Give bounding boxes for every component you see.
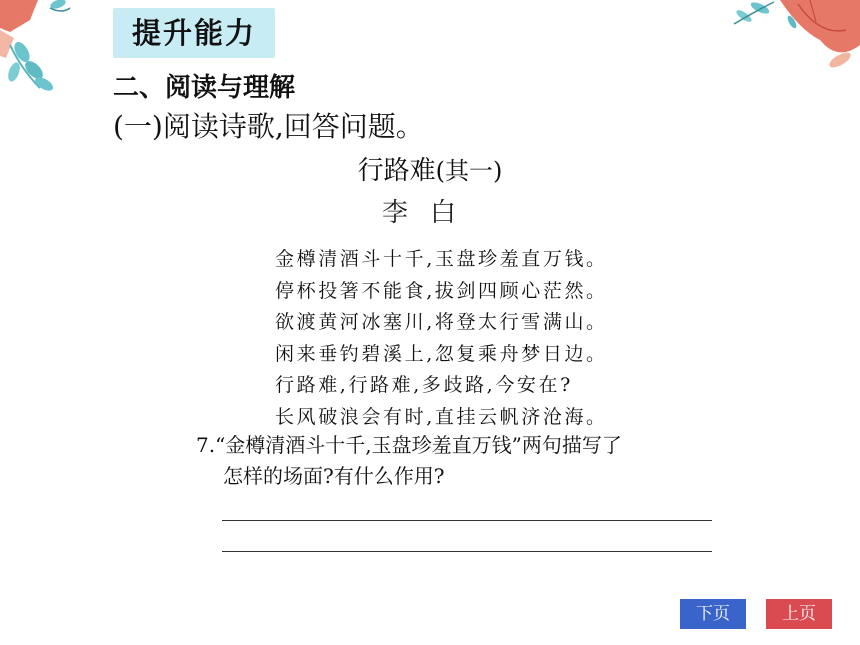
next-page-button[interactable]: 下页 — [680, 599, 746, 629]
answer-line[interactable] — [222, 551, 712, 552]
question-7 — [196, 430, 622, 492]
prev-page-button[interactable]: 上页 — [766, 599, 832, 629]
poem-line: 停杯投箸不能食,拔剑四顾心茫然。 — [275, 279, 608, 302]
poem-line: 闲来垂钓碧溪上,忽复乘舟梦日边。 — [275, 342, 608, 365]
poem-body — [275, 244, 608, 433]
sub-heading: (一)阅读诗歌,回答问题。 — [113, 110, 424, 143]
question-line-2: 怎样的场面?有什么作用? — [223, 464, 445, 488]
poem-line: 金樽清酒斗十千,玉盘珍羞直万钱。 — [275, 248, 608, 270]
answer-line[interactable] — [222, 520, 712, 521]
poem-title-sub: (其一) — [435, 157, 503, 185]
poem-title — [0, 150, 860, 187]
poem-line: 欲渡黄河冰塞川,将登太行雪满山。 — [275, 311, 608, 333]
floral-decoration-right — [720, 0, 860, 80]
poem-title-main: 行路难 — [357, 156, 436, 186]
poem-line: 长风破浪会有时,直挂云帆济沧海。 — [275, 405, 608, 428]
section-heading: 二、阅读与理解 — [113, 73, 296, 103]
question-line-1: 7.“金樽清酒斗十千,玉盘珍羞直万钱”两句描写了 — [196, 433, 622, 457]
poem-line: 行路难,行路难,多歧路,今安在? — [275, 374, 573, 396]
section-tag: 提升能力 — [113, 8, 275, 58]
floral-decoration-left — [0, 0, 120, 110]
poem-author: 李白 — [381, 198, 478, 228]
